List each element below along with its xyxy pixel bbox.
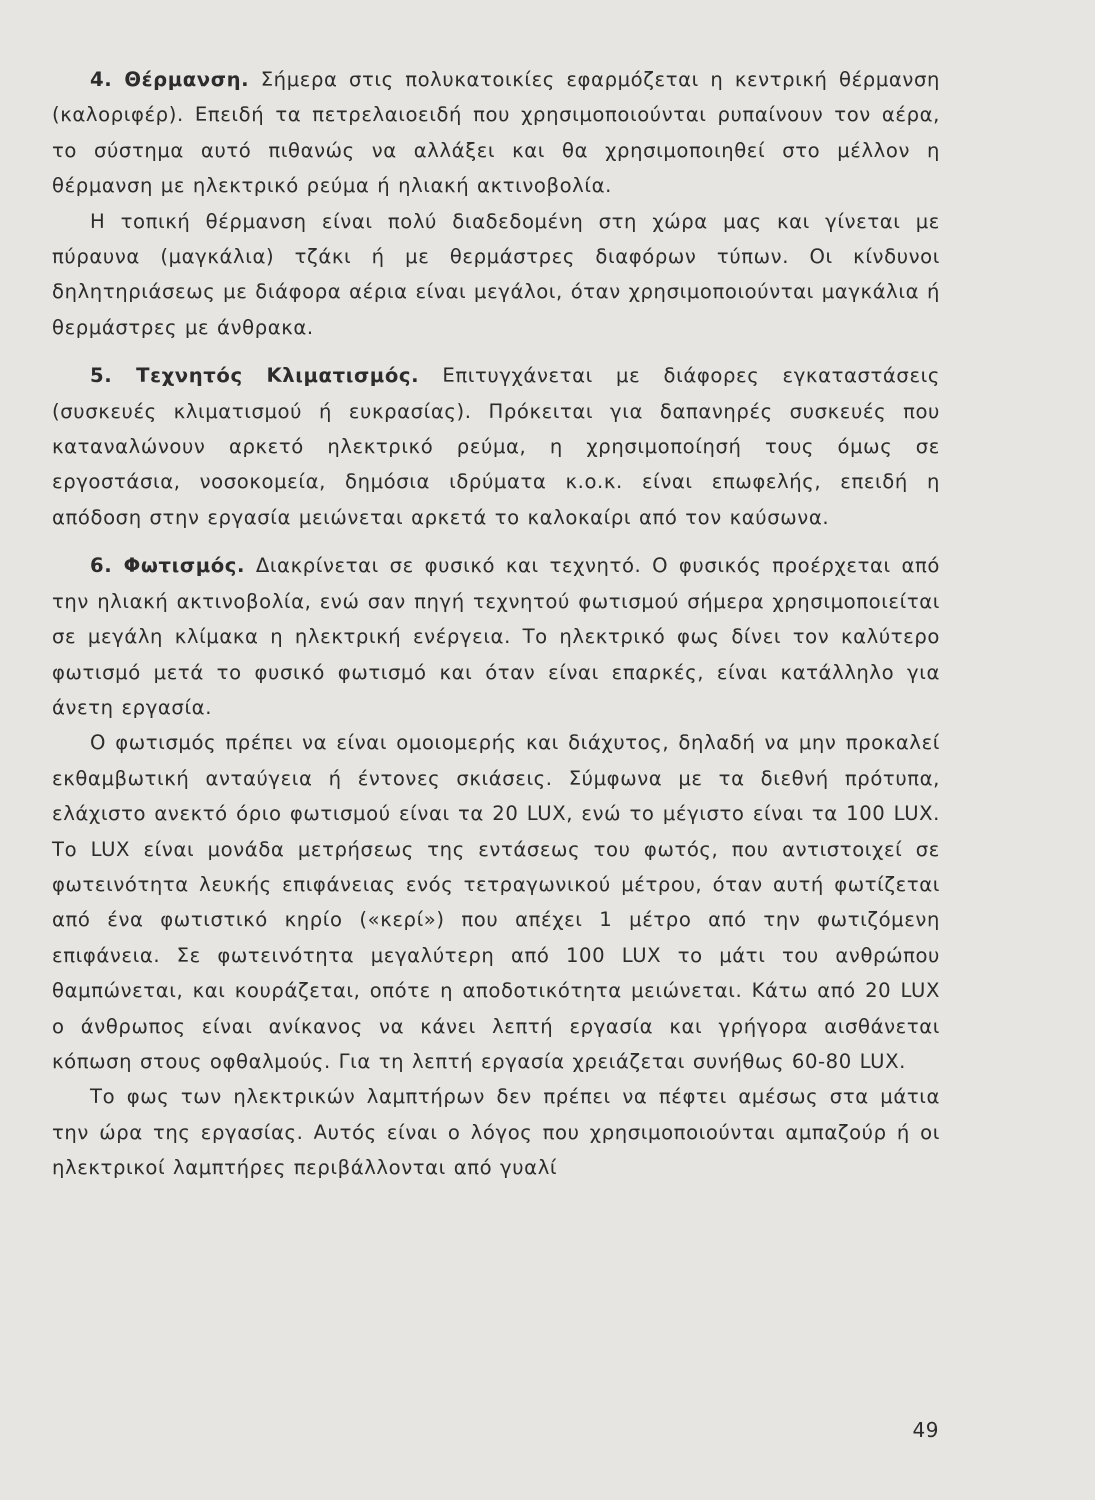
section-paragraph: Επιτυγχάνεται με διάφορες εγκαταστάσεις (συσκευές κλιματισμού ή ευκρασίας). Πρόκειται για δαπανηρές συσκευές που καταναλώνουν αρκετό ηλεκτρικό ρεύμα, η χρησιμοποίησή τους όμως σε εργοστάσια, νοσοκομεία, δημόσια ιδρύματα κ.ο.κ. είναι επωφελής, επειδή η απόδοση στην εργασία μειώνεται αρκετά το καλοκαίρι από τον καύσωνα. bbox=[52, 364, 940, 529]
section-paragraph: Σήμερα στις πολυκατοικίες εφαρμόζεται η κεντρική θέρμανση (καλοριφέρ). Επειδή τα πετρελαιοειδή που χρησιμοποιούνται ρυπαίνουν τον αέρα, το σύστημα αυτό πιθανώς να αλλάξει και θα χρησιμοποιηθεί στο μέλλον η θέρμανση με ηλεκτρικό ρεύμα ή ηλιακή ακτινοβολία. bbox=[52, 68, 940, 198]
section-climate-intro bbox=[52, 358, 940, 535]
section-paragraph: Διακρίνεται σε φυσικό και τεχνητό. Ο φυσικός προέρχεται από την ηλιακή ακτινοβολία, ενώ σαν πηγή τεχνητού φωτισμού σήμερα χρησιμοποιείται σε μεγάλη κλίμακα η ηλεκτρική ενέργεια. Το ηλεκτρικό φως δίνει τον καλύτερο φωτισμό μετά το φυσικό φωτισμό και όταν είναι επαρκές, είναι κατάλληλο για άνετη εργασία. bbox=[52, 554, 940, 719]
section-heating-intro bbox=[52, 62, 940, 204]
section-paragraph: Το φως των ηλεκτρικών λαμπτήρων δεν πρέπει να πέφτει αμέσως στα μάτια την ώρα της εργασίας. Αυτός είναι ο λόγος που χρησιμοποιούνται αμπαζούρ ή οι ηλεκτρικοί λαμπτήρες περιβάλλονται από γυαλί bbox=[52, 1085, 940, 1180]
page-number: 49 bbox=[912, 1418, 939, 1442]
section-heading-lighting: 6. Φωτισμός. bbox=[90, 554, 246, 578]
section-heading-climate: 5. Τεχνητός Κλιματισμός. bbox=[90, 364, 420, 388]
section-paragraph: Η τοπική θέρμανση είναι πολύ διαδεδομένη στη χώρα μας και γίνεται με πύραυνα (μαγκάλια) τζάκι ή με θερμάστρες διαφόρων τύπων. Οι κίνδυνοι δηλητηριάσεως με διάφορα αέρια είναι μεγάλοι, όταν χρησιμοποιούνται μαγκάλια ή θερμάστρες με άνθρακα. bbox=[52, 209, 940, 339]
section-paragraph: Ο φωτισμός πρέπει να είναι ομοιομερής και διάχυτος, δηλαδή να μην προκαλεί εκθαμβωτική ανταύγεια ή έντονες σκιάσεις. Σύμφωνα με τα διεθνή πρότυπα, ελάχιστο ανεκτό όριο φωτισμού είναι τα 20 LUX, ενώ το μέγιστο είναι τα 100 LUX. Το LUX είναι μονάδα μετρήσεως της εντάσεως του φωτός, που αντιστοιχεί σε φωτεινότητα λευκής επιφάνειας ενός τετραγωνικού μέτρου, όταν αυτή φωτίζεται από ένα φωτιστικό κηρίο («κερί») που απέχει 1 μέτρο από την φωτιζόμενη επιφάνεια. Σε φωτεινότητα μεγαλύτερη από 100 LUX το μάτι του ανθρώπου θαμπώνεται, και κουράζεται, οπότε η αποδοτικότητα μειώνεται. Κάτω από 20 LUX ο άνθρωπος είναι ανίκανος να κάνει λεπτή εργασία και γρήγορα αισθάνεται κόπωση στους οφθαλμούς. Για τη λεπτή εργασία χρειάζεται συνήθως 60-80 LUX. bbox=[52, 731, 940, 1073]
section-heading-heating: 4. Θέρμανση. bbox=[90, 68, 250, 91]
section-lighting-intro bbox=[52, 548, 940, 725]
body-text bbox=[52, 62, 940, 1186]
